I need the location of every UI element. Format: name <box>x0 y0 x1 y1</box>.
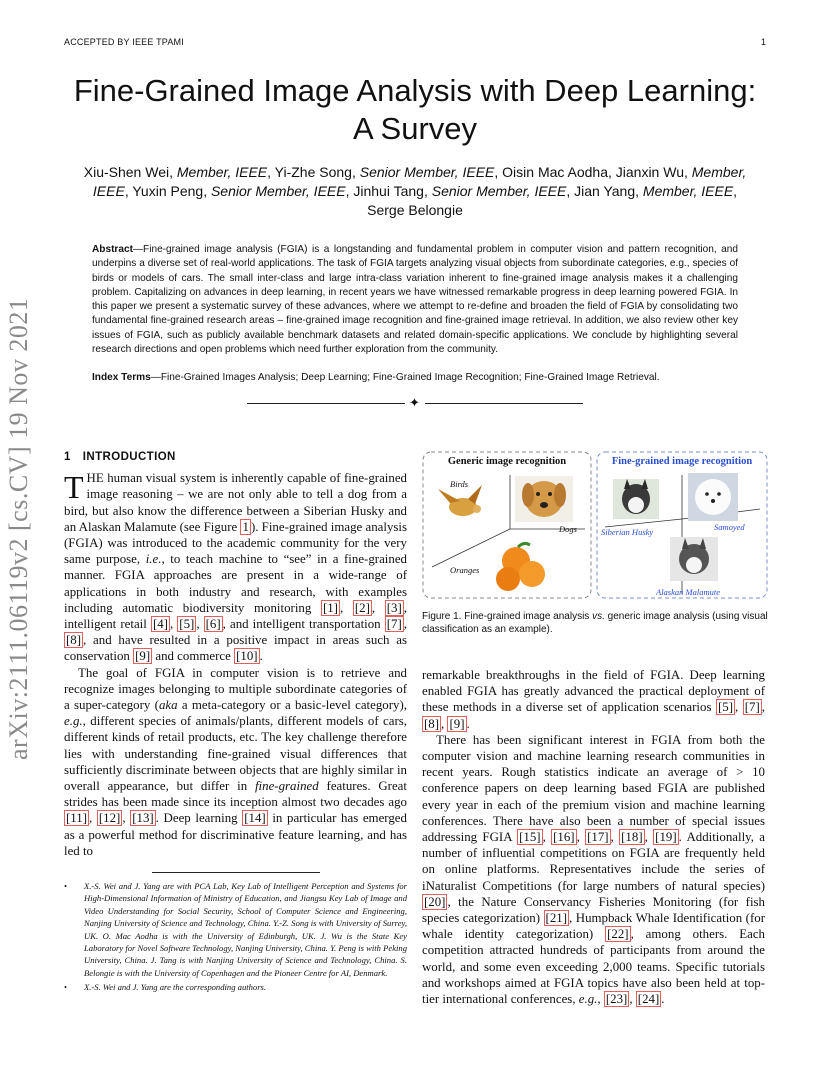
alaskan-malamute-image <box>670 537 718 581</box>
siberian-husky-image <box>613 479 659 519</box>
citation-link[interactable]: [7] <box>386 617 402 632</box>
citation-link[interactable]: [23] <box>605 992 628 1007</box>
footnotes <box>64 880 407 996</box>
citation-link[interactable]: [12] <box>98 811 121 826</box>
arxiv-side-label: arXiv:2111.06119v2 [cs.CV] 19 Nov 2021 <box>4 297 33 760</box>
index-terms-label: Index Terms <box>92 372 151 383</box>
section-heading: 1 INTRODUCTION <box>64 451 176 463</box>
dog-image <box>515 476 573 522</box>
citation-link[interactable]: [3] <box>386 600 402 615</box>
citation-link[interactable]: [9] <box>449 716 465 731</box>
abstract <box>92 243 738 357</box>
section-divider <box>247 395 583 410</box>
dropcap: T <box>64 469 84 506</box>
citation-link[interactable]: [2] <box>354 600 370 615</box>
citation-link[interactable]: [24] <box>637 992 660 1007</box>
citation-link[interactable]: [6] <box>205 617 221 632</box>
citation-link[interactable]: [1] <box>322 600 338 615</box>
footnote-rule <box>152 872 320 873</box>
citation-link[interactable]: [20] <box>424 894 446 909</box>
bird-image <box>438 485 482 516</box>
index-terms <box>92 372 738 383</box>
page-number: 1 <box>760 37 766 47</box>
citation-link[interactable]: [8] <box>424 716 440 731</box>
abstract-text: —Fine-grained image analysis (FGIA) is a longstanding and fundamental problem in computer vision and pattern recognition, and underpins a diverse set of real-world applications. The task of FGIA targets analyzing visual objects from subordinate categories, e.g., species of birds or models of cars. The small inter-class and large intra-class variation inherent to fine-grained image analysis makes it a challenging problem. Capitalizing on advances in deep learning, in recent years we have witnessed remarkable progress in deep learning powered FGIA. In this paper we present a systematic survey of these advances, where we attempt to re-define and broaden the field of FGIA by consolidating two fundamental fine-grained research areas – fine-grained image recognition and fine-grained image retrieval. In addition, we also review other key issues of FGIA, such as publicly available benchmark datasets and related domain-specific applications. We conclude by highlighting several research directions and open problems which need further exploration from the community. <box>92 244 738 356</box>
citation-link[interactable]: [16] <box>553 830 575 845</box>
fine-title: Fine-grained image recognition <box>611 456 753 467</box>
figure-ref[interactable]: 1 <box>242 519 249 534</box>
citation-link[interactable]: [8] <box>66 633 82 648</box>
footnote-affiliations: • X.-S. Wei and J. Yang are with PCA Lab, Key Lab of Intelligent Perception and Systems for High-Dimensional Information of Ministry of Education, and Jiangsu Key Lab of Image and Video Understanding for Social Security, School of Computer Science and Engineering, Nanjing University of Science and Technology, China. Y.-Z. Song is with University of Surrey, UK. O. Mac Aodha is with the University of Edinburgh, UK. J. Wu is the State Key Laboratory for Novel Software Technology, Nanjing University, China. Y. Peng is with Peking University, China. J. Tang is with Nanjing University of Science and Technology, China. S. Belongie is with the University of Copenhagen and the Pioneer Centre for AI, Denmark. <box>64 881 407 978</box>
intro-paragraph-1: THE human visual system is inherently capable of fine-grained image reasoning – we are not only able to tell a dog from a bird, but also know the difference between a Siberian Husky and an Alaskan Malamute (see Figure 1 ). Fine-grained image analysis (FGIA) was introduced to the academic community for the very same purpose, i.e., to teach machine to “see” in a fine-grained manner. FGIA approaches are present in a wide-range of applications in both industry and research, with examples including automatic biodiversity monitoring [1] , [2] , [3] , intelligent retail [4] , [5] , [6] , and intelligent transportation [7] , [8] , and have resulted in a positive impact in areas such as conservation [9] and commerce [10] . <box>64 469 408 664</box>
intro-paragraph-2: The goal of FGIA in computer vision is to retrieve and recognize images belonging to multiple subordinate categories of a super-category (aka a meta-category or a basic-level category), e.g., different species of animals/plants, different models of cars, different kinds of retail products, etc. The key challenge therefore lies with understanding fine-grained visual differences that sufficiently discriminate between objects that are highly similar in overall appearance, but differ in fine-grained features. Great strides has been made since its inception almost two decades ago [11] , [12] , [13] . Deep learning [14] in particular has emerged as a powerful method for discriminative feature learning, and has led to <box>64 665 407 858</box>
figure-caption: Figure 1. Fine-grained image analysis vs. generic image analysis (using visual classification as an example). <box>422 611 768 635</box>
label-dogs: Dogs <box>559 524 577 534</box>
citation-link[interactable]: [9] <box>135 649 151 664</box>
intro-right-column <box>422 667 765 1007</box>
index-terms-text: —Fine-Grained Images Analysis; Deep Learning; Fine-Grained Image Recognition; Fine-Grained Image Retrieval. <box>150 372 660 383</box>
samoyed-image <box>688 473 738 521</box>
label-alaskan-malamute: Alaskan Malamute <box>656 587 720 597</box>
label-oranges: Oranges <box>450 565 480 575</box>
footnote-corresponding: • X.-S. Wei and J. Yang are the corresponding authors. <box>64 982 267 993</box>
citation-link[interactable]: [5] <box>717 700 733 715</box>
citation-link[interactable]: [21] <box>545 911 568 926</box>
citation-link[interactable]: [7] <box>744 700 760 715</box>
label-samoyed: Samoyed <box>714 522 745 532</box>
paper-title: Fine-Grained Image Analysis with Deep Learning: A Survey <box>73 73 757 146</box>
label-birds: Birds <box>450 479 469 489</box>
citation-link[interactable]: [5] <box>179 617 195 632</box>
citation-link[interactable]: [18] <box>621 830 643 845</box>
divider-star-icon: ✦ <box>409 395 420 410</box>
citation-link[interactable]: [13] <box>132 811 154 826</box>
citation-link[interactable]: [14] <box>244 811 266 826</box>
citation-link[interactable]: [11] <box>66 811 87 826</box>
citation-link[interactable]: [19] <box>655 830 677 845</box>
abstract-label: Abstract <box>92 244 133 255</box>
citation-link[interactable]: [22] <box>607 927 629 942</box>
intro-left-column <box>64 449 407 859</box>
figure-1-illustration <box>420 449 770 601</box>
generic-title: Generic image recognition <box>447 456 567 467</box>
citation-link[interactable]: [15] <box>519 830 541 845</box>
citation-link[interactable]: [4] <box>152 617 168 632</box>
right-paragraph-1: remarkable breakthroughs in the field of FGIA. Deep learning enabled FGIA has greatly advanced the practical deployment of these methods in a diverse set of application scenarios [5] , [7] , [8] , [9] . <box>422 668 765 731</box>
figure-1 <box>420 449 770 601</box>
oranges-image <box>496 543 545 591</box>
right-paragraph-2: There has been significant interest in FGIA from both the computer vision and machine learning research communities in recent years. Rough statistics indicate an average of > 10 conference papers on deep learning based FGIA are published every year in each of the premium vision and machine learning conferences. There have also been a number of special issues addressing FGIA [15] , [16] , [17] , [18] , [19] . Additionally, a number of influential competitions on FGIA are frequently held on online platforms. Representatives include the series of iNaturalist Competitions (for large numbers of natural species) [20] , the Nature Conservancy Fisheries Monitoring (for fish species categorization) [21] , Humpback Whale Identification (for whale identity categorization) [22] , among others. Each competition attracted hundreds of participants from around the world, and some even exceeding 2,000 teams. Specific tutorials and workshops aimed at FGIA topics have also been held at top-tier international conferences, e.g., [23] , [24] . <box>422 732 766 1007</box>
citation-link[interactable]: [17] <box>587 830 609 845</box>
author-list: Xiu-Shen Wei, Member, IEEE, Yi-Zhe Song, Senior Member, IEEE, Oisin Mac Aodha, Jianxin Wu, Member, IEEE, Yuxin Peng, Senior Member, IEEE, Jinhui Tang, Senior Member, IEEE, Jian Yang, Member, IEEE, Serge Belongie <box>83 164 747 218</box>
running-header: ACCEPTED BY IEEE TPAMI <box>64 37 184 47</box>
citation-link[interactable]: [10] <box>236 649 258 664</box>
label-siberian-husky: Siberian Husky <box>601 527 654 537</box>
